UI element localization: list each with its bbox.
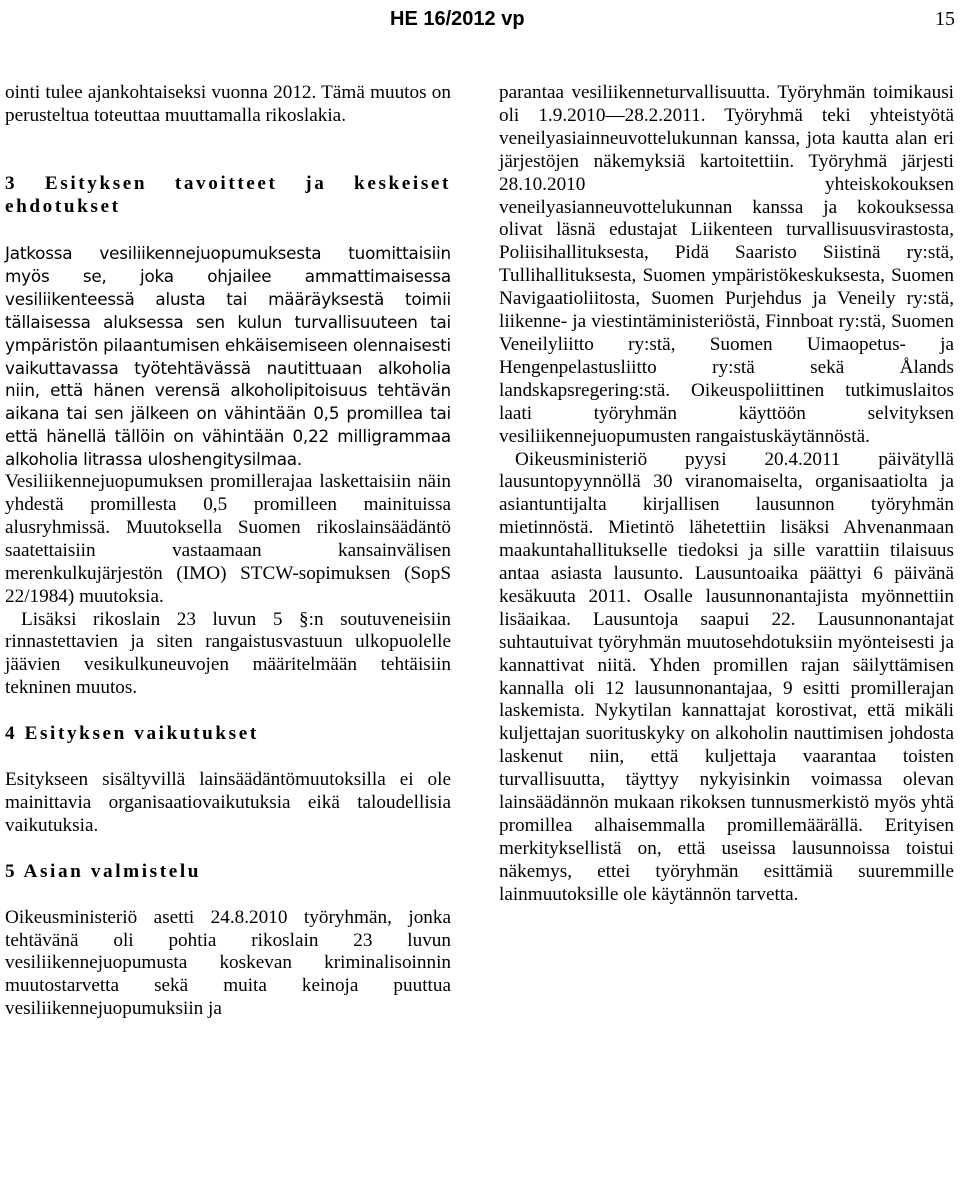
right-column [499,82,954,907]
section-4-heading: 4 Esityksen vaikutukset [5,723,259,745]
section-3-paragraph-1: Jatkossa vesiliikennejuopumuksesta tuomittaisiin myös se, joka ohjailee ammattimaisessa vesiliikenteessä alusta tai määräyksestä toimii tällaisessa aluksessa sen kulun turvallisuuteen tai ympäristön pilaantumisen ehkäisemiseen olennaisesti vaikuttavassa työtehtävässä nautittuaan alkoholia niin, että hänen verensä alkoholipitoisuus tehtävän aikana tai sen jälkeen on vähintään 0,5 promillea tai että hänellä tällöin on vähintään 0,22 milligrammaa alkoholia litrassa uloshengitysilmaa. [5,243,451,470]
right-paragraph-2: Oikeusministeriö pyysi 20.4.2011 päivätyllä lausuntopyynnöllä 30 viranomaiselta, organisaatiolta ja asiantuntijalta kirjallisen lausunnon työryhmän mietinnöstä. Mietintö lähetettiin lisäksi Ahvenanmaan maakuntahallitukselle tiedoksi ja sille varattiin tilaisuus antaa asiasta lausunto. Lausuntoaika päättyi 6 päivänä kesäkuuta 2011. Osalle lausunnonantajista myönnettiin lisäaikaa. Lausuntoja saapui 22. Lausunnonantajat suhtautuivat työryhmän muutosehdotuksiin myönteisesti ja kannattivat niitä. Yhden promillen rajan säilyttämisen kannalla oli 12 lausunnonantajaa, 9 esitti promillerajan laskemista. Nykytilan kannattajat korostivat, että mikäli kuljettajan suorituskyky on alkoholin nauttimisen johdosta laskenut niin, että kuljettaja vaarantaa toisten turvallisuutta, täyttyy nykyisinkin voimassa olevan lainsäädännön mukaan rikoksen tunnusmerkistö myös yhtä promillea alhaisemmalla promillemäärällä. Erityisen merkityksellistä on, että useissa lausunnoissa toistui näkemys, ettei työryhmän esittämiä suuremmille lainmuutoksille ole käytännön tarvetta. [499,448,954,905]
section-4-paragraph: Esitykseen sisältyvillä lainsäädäntömuutoksilla ei ole mainittavia organisaatiovaikutuksia eikä taloudellisia vaikutuksia. [5,769,451,836]
page-header [0,4,960,44]
section-5-heading: 5 Asian valmistelu [5,860,202,882]
page-number: 15 [935,8,955,30]
section-3-paragraph-3: Lisäksi rikoslain 23 luvun 5 §:n soutuveneisiin rinnastettavien ja siten rangaistusvastuun ulkopuolelle jäävien vesikulkuneuvojen määritelmään tehtäisiin tekninen muutos. [5,608,451,699]
document-id: HE 16/2012 vp [390,8,525,30]
right-paragraph-1: parantaa vesiliikenneturvallisuutta. Työryhmän toimikausi oli 1.9.2010—28.2.2011. Työryhmä teki yhteistyötä veneilyasiainneuvottelukunnan kanssa, jota kautta alan eri järjestöjen näkemyksiä kartoitettiin. Työryhmä järjesti 28.10.2010 yhteiskokouksen veneilyasianneuvottelukunnan kanssa ja kokouksessa olivat läsnä edustajat Liikenteen turvallisuusvirastosta, Poliisihallituksesta, Pidä Saaristo Siistinä ry:stä, Tullihallituksesta, Suomen ympäristökeskuksesta, Suomen Navigaatioliitosta, Suomen Purjehdus ja Veneily ry:stä, liikenne- ja viestintäministeriöstä, Finnboat ry:stä, Suomen Veneilyliitto ry:stä, Suomen Uimaopetus- ja Hengenpelastusliitto ry:stä sekä Ålands landskapsregering:stä. Oikeuspoliittinen tutkimuslaitos laati työryhmän käyttöön selvityksen vesiliikennejuopumusten rangaistuskäytännöstä. [499,82,954,447]
section-3-paragraph-2: Vesiliikennejuopumuksen promillerajaa laskettaisiin näin yhdestä promillesta 0,5 promilleen mainituissa alusryhmissä. Muutoksella Suomen rikoslainsäädäntö saatettaisiin vastaamaan kansainvälisen merenkulkujärjestön (IMO) STCW-sopimuksen (SopS 22/1984) muutoksia. [5,471,451,607]
left-column [5,82,451,1021]
section-5-paragraph: Oikeusministeriö asetti 24.8.2010 työryhmän, jonka tehtävänä oli pohtia rikoslain 23 luvun vesiliikennejuopumusta koskevan kriminalisoinnin muutostarvetta sekä muita keinoja puuttua vesiliikennejuopumuksiin ja [5,906,451,1020]
intro-paragraph: ointi tulee ajankohtaiseksi vuonna 2012. Tämä muutos on perusteltua toteuttaa muuttamalla rikoslakia. [5,82,451,126]
section-3-heading: 3 Esityksen tavoitteet ja keskeiset ehdotukset [5,173,451,217]
